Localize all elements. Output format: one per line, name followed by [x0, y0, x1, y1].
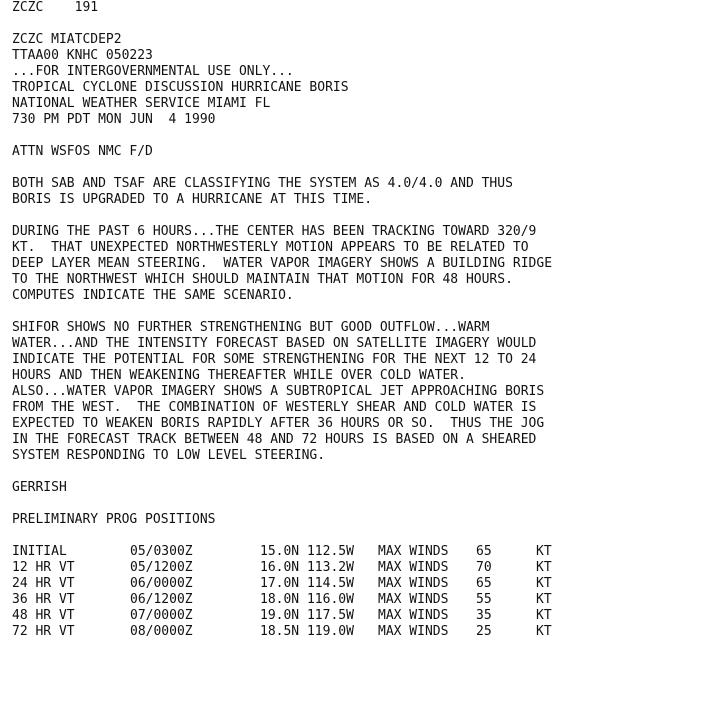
row-winds-label: MAX WINDS [378, 544, 449, 559]
row-winds: 65 [476, 576, 492, 591]
paragraph-line: IN THE FORECAST TRACK BETWEEN 48 AND 72 HOURS IS BASED ON A SHEARED [12, 432, 537, 447]
row-label: INITIAL [12, 544, 67, 559]
paragraph-line: HOURS AND THEN WEAKENING THEREAFTER WHILE OVER COLD WATER. [12, 368, 466, 383]
row-unit: KT [536, 560, 552, 575]
row-label: 36 HR VT [12, 592, 75, 607]
row-position: 19.0N 117.5W [260, 608, 354, 623]
row-label: 12 HR VT [12, 560, 75, 575]
row-time: 05/1200Z [130, 560, 193, 575]
row-unit: KT [536, 624, 552, 639]
header-line-7: 730 PM PDT MON JUN 4 1990 [12, 112, 216, 127]
paragraph-line: WATER...AND THE INTENSITY FORECAST BASED ON SATELLITE IMAGERY WOULD [12, 336, 537, 351]
row-winds: 70 [476, 560, 492, 575]
row-winds: 65 [476, 544, 492, 559]
paragraph-line: EXPECTED TO WEAKEN BORIS RAPIDLY AFTER 36 HOURS OR SO. THUS THE JOG [12, 416, 545, 431]
row-time: 07/0000Z [130, 608, 193, 623]
forecaster-name: GERRISH [12, 480, 67, 495]
paragraph-line: BORIS IS UPGRADED TO A HURRICANE AT THIS TIME. [12, 192, 373, 207]
header-line-4: ...FOR INTERGOVERNMENTAL USE ONLY... [12, 64, 294, 79]
header-line-5: TROPICAL CYCLONE DISCUSSION HURRICANE BORIS [12, 80, 349, 95]
header-line-2: ZCZC MIATCDEP2 [12, 32, 122, 47]
paragraph-line: KT. THAT UNEXPECTED NORTHWESTERLY MOTION APPEARS TO BE RELATED TO [12, 240, 529, 255]
paragraph-line: SYSTEM RESPONDING TO LOW LEVEL STEERING. [12, 448, 326, 463]
row-position: 18.5N 119.0W [260, 624, 354, 639]
prog-title: PRELIMINARY PROG POSITIONS [12, 512, 216, 527]
paragraph-line: DEEP LAYER MEAN STEERING. WATER VAPOR IMAGERY SHOWS A BUILDING RIDGE [12, 256, 553, 271]
row-winds: 35 [476, 608, 492, 623]
row-time: 08/0000Z [130, 624, 193, 639]
discussion-document [12, 0, 718, 724]
row-unit: KT [536, 592, 552, 607]
attention-line: ATTN WSFOS NMC F/D [12, 144, 153, 159]
row-position: 17.0N 114.5W [260, 576, 354, 591]
header-line-6: NATIONAL WEATHER SERVICE MIAMI FL [12, 96, 271, 111]
row-winds-label: MAX WINDS [378, 592, 449, 607]
row-label: 48 HR VT [12, 608, 75, 623]
paragraph-3 [12, 320, 718, 464]
row-winds-label: MAX WINDS [378, 576, 449, 591]
row-position: 16.0N 113.2W [260, 560, 354, 575]
row-winds-label: MAX WINDS [378, 560, 449, 575]
row-unit: KT [536, 576, 552, 591]
header-line-1: ZCZC 191 [12, 0, 99, 15]
row-winds-label: MAX WINDS [378, 608, 449, 623]
paragraph-line: BOTH SAB AND TSAF ARE CLASSIFYING THE SYSTEM AS 4.0/4.0 AND THUS [12, 176, 513, 191]
paragraph-2 [12, 224, 718, 304]
row-position: 18.0N 116.0W [260, 592, 354, 607]
paragraph-line: DURING THE PAST 6 HOURS...THE CENTER HAS BEEN TRACKING TOWARD 320/9 [12, 224, 537, 239]
row-time: 05/0300Z [130, 544, 193, 559]
paragraph-line: ALSO...WATER VAPOR IMAGERY SHOWS A SUBTROPICAL JET APPROACHING BORIS [12, 384, 545, 399]
row-label: 72 HR VT [12, 624, 75, 639]
row-position: 15.0N 112.5W [260, 544, 354, 559]
paragraph-line: INDICATE THE POTENTIAL FOR SOME STRENGTHENING FOR THE NEXT 12 TO 24 [12, 352, 537, 367]
paragraph-line: COMPUTES INDICATE THE SAME SCENARIO. [12, 288, 294, 303]
row-winds: 25 [476, 624, 492, 639]
row-time: 06/1200Z [130, 592, 193, 607]
row-label: 24 HR VT [12, 576, 75, 591]
paragraph-line: TO THE NORTHWEST WHICH SHOULD MAINTAIN THAT MOTION FOR 48 HOURS. [12, 272, 513, 287]
row-winds: 55 [476, 592, 492, 607]
header-line-3: TTAA00 KNHC 050223 [12, 48, 153, 63]
row-time: 06/0000Z [130, 576, 193, 591]
row-winds-label: MAX WINDS [378, 624, 449, 639]
row-unit: KT [536, 544, 552, 559]
paragraph-line: FROM THE WEST. THE COMBINATION OF WESTERLY SHEAR AND COLD WATER IS [12, 400, 537, 415]
row-unit: KT [536, 608, 552, 623]
prog-positions-table [12, 544, 718, 640]
paragraph-1 [12, 176, 718, 208]
paragraph-line: SHIFOR SHOWS NO FURTHER STRENGTHENING BUT GOOD OUTFLOW...WARM [12, 320, 490, 335]
